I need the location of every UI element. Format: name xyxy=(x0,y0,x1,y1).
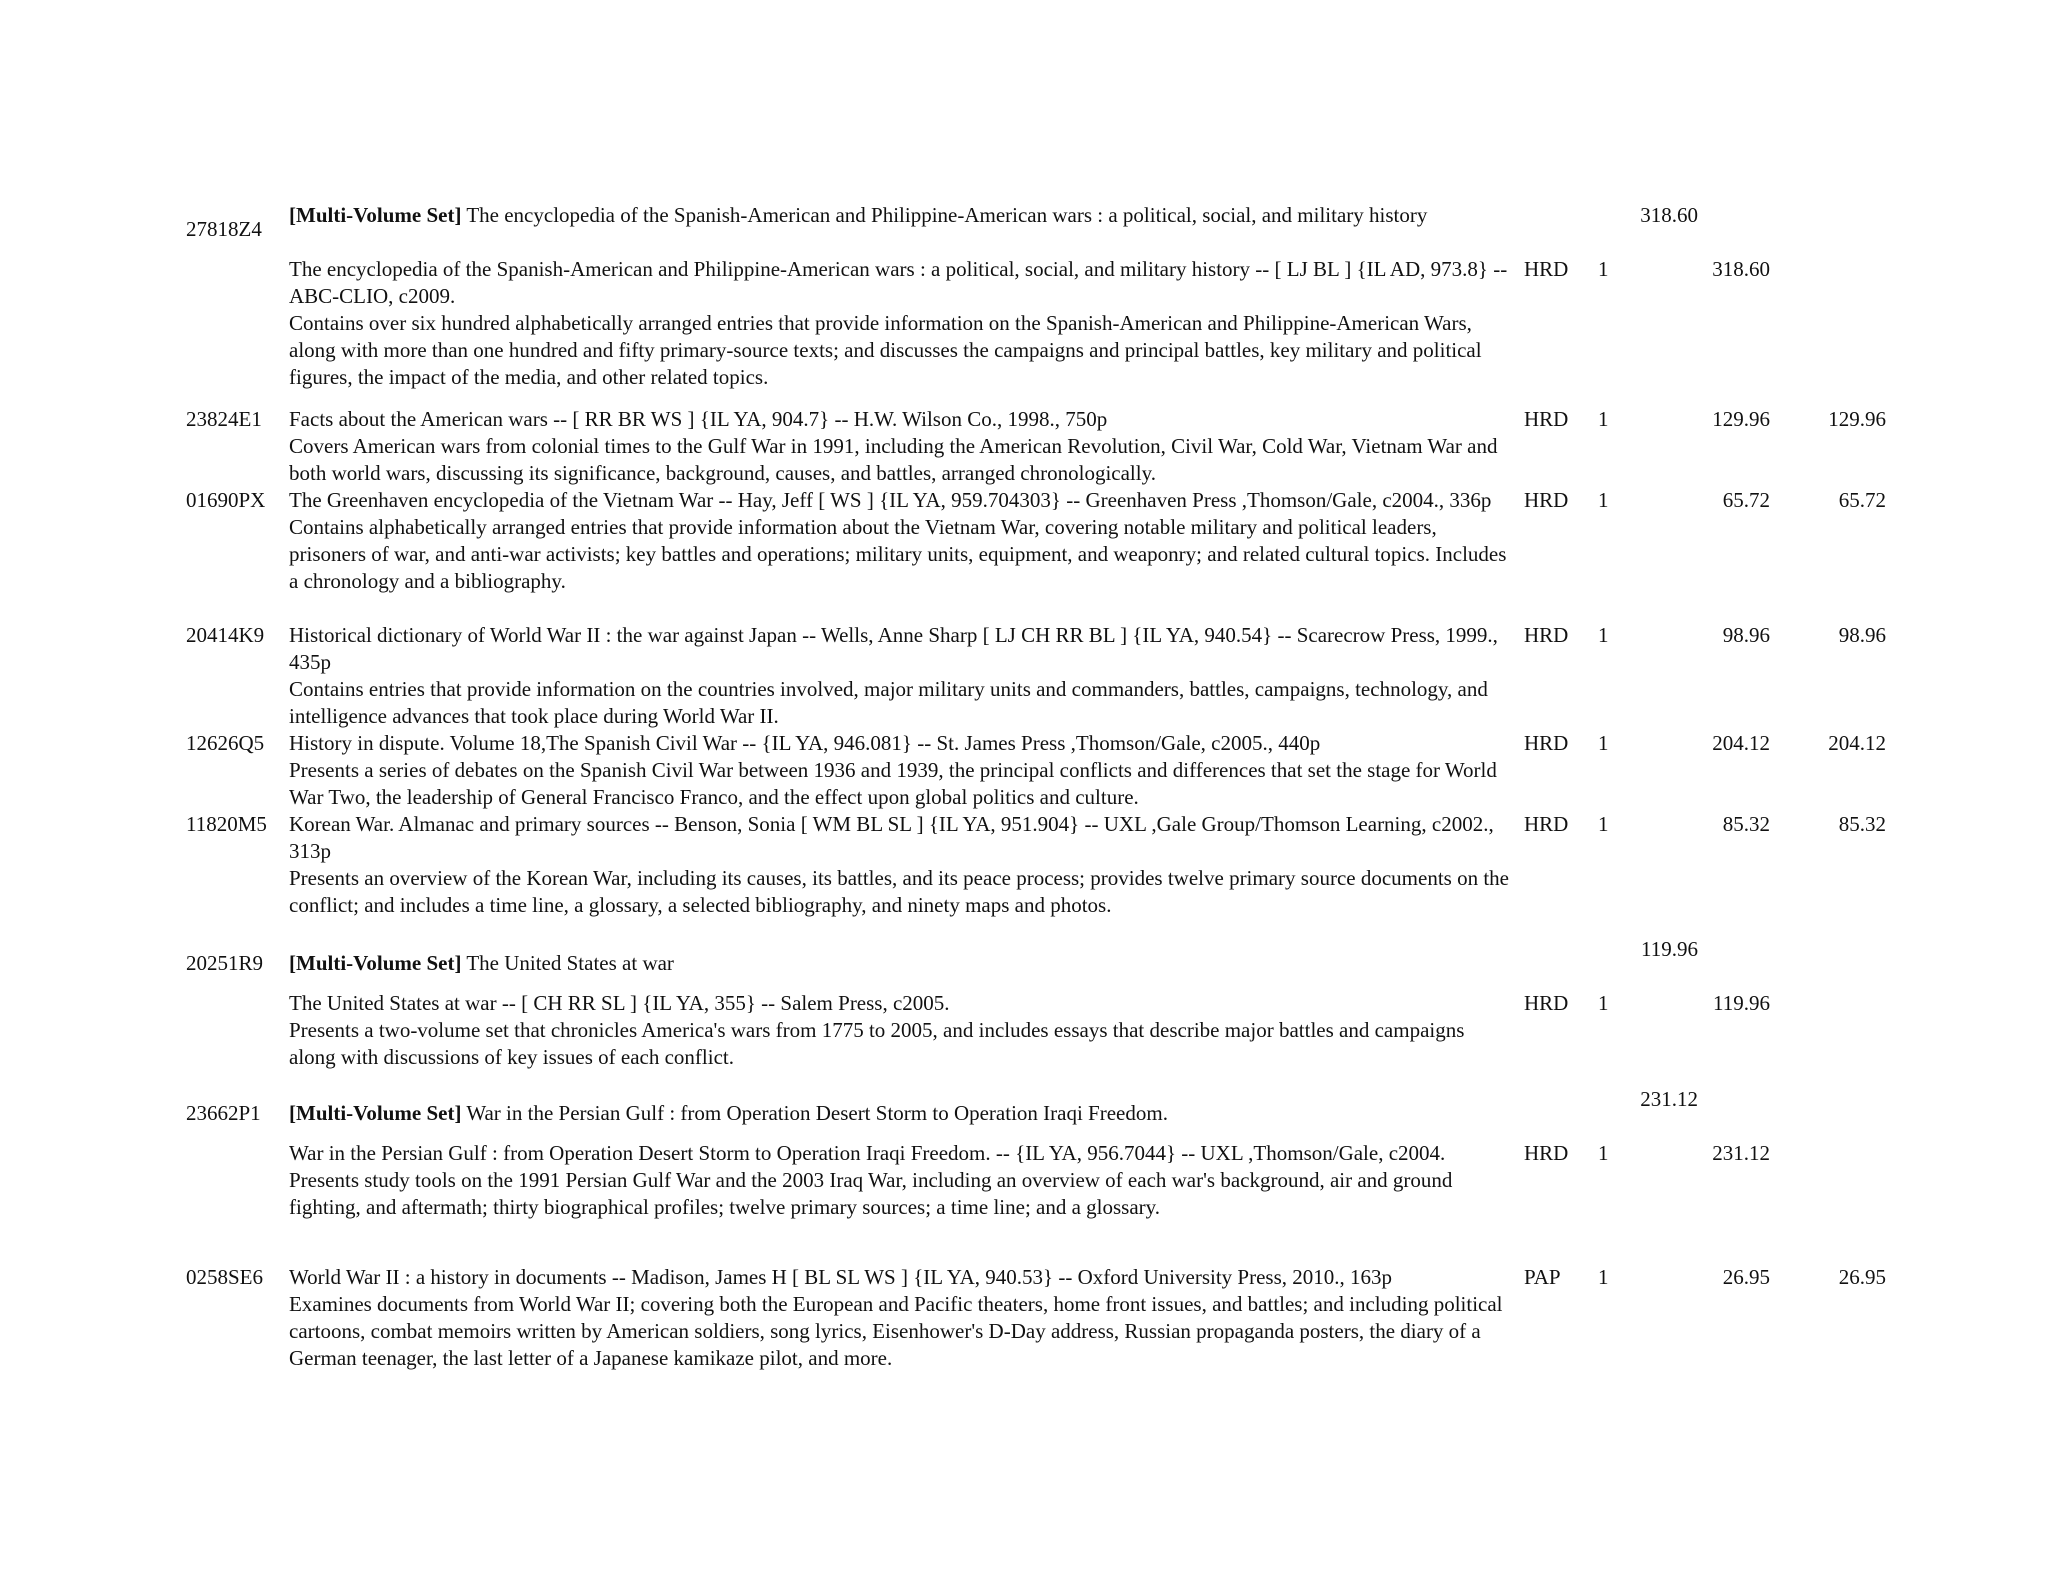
item-citation: History in dispute. Volume 18,The Spanish Civil War -- {IL YA, 946.081} -- St. James Press ,Thomson/Gale, c2005., 440p xyxy=(289,731,1321,755)
extended-price: 65.72 xyxy=(1838,488,1886,512)
quantity: 1 xyxy=(1598,488,1609,512)
item-description xyxy=(289,487,1509,595)
unit-price: 231.12 xyxy=(1712,1141,1770,1165)
item-description xyxy=(289,730,1509,811)
item-summary: Covers American wars from colonial times to the Gulf War in 1991, including the American Revolution, Civil War, Cold War, Vietnam War and both world wars, discussing its significance, background, causes, and battles, arranged chronologically. xyxy=(289,434,1498,485)
extended-price: 26.95 xyxy=(1838,1265,1886,1289)
item-id: 20251R9 xyxy=(186,951,264,975)
binding-type: HRD xyxy=(1524,488,1569,512)
unit-price: 85.32 xyxy=(1722,812,1770,836)
binding-type: HRD xyxy=(1524,1141,1569,1165)
item-summary: Presents a series of debates on the Spanish Civil War between 1936 and 1939, the principal conflicts and differences that set the stage for World War Two, the leadership of General Francisco Franco, and the effect upon global politics and culture. xyxy=(289,758,1497,809)
quantity: 1 xyxy=(1598,1141,1609,1165)
extended-price: 204.12 xyxy=(1828,731,1886,755)
item-citation: Historical dictionary of World War II : the war against Japan -- Wells, Anne Sharp [ LJ CH RR BL ] {IL YA, 940.54} -- Scarecrow Press, 1999., 435p xyxy=(289,623,1498,674)
binding-type: HRD xyxy=(1524,623,1569,647)
unit-price: 65.72 xyxy=(1722,488,1770,512)
binding-type: HRD xyxy=(1524,407,1569,431)
item-summary: Presents a two-volume set that chronicles America's wars from 1775 to 2005, and includes essays that describe major battles and campaigns along with discussions of key issues of each conflict. xyxy=(289,1018,1465,1069)
item-citation: Facts about the American wars -- [ RR BR WS ] {IL YA, 904.7} -- H.W. Wilson Co., 1998., 750p xyxy=(289,407,1108,431)
item-summary: Contains entries that provide information on the countries involved, major military units and commanders, battles, campaigns, technology, and intelligence advances that took place during World War II. xyxy=(289,677,1488,728)
item-description xyxy=(289,256,1509,391)
item-id: 11820M5 xyxy=(186,812,267,836)
item-id: 23662P1 xyxy=(186,1101,261,1125)
item-citation: The United States at war -- [ CH RR SL ] {IL YA, 355} -- Salem Press, c2005. xyxy=(289,991,950,1015)
item-summary: Presents an overview of the Korean War, including its causes, its battles, and its peace process; provides twelve primary source documents on the conflict; and includes a time line, a glossary, a selected bibliography, and ninety maps and photos. xyxy=(289,866,1509,917)
item-description xyxy=(289,990,1509,1071)
quantity: 1 xyxy=(1598,407,1609,431)
unit-price: 119.96 xyxy=(1713,991,1770,1015)
quantity: 1 xyxy=(1598,812,1609,836)
set-title-block xyxy=(289,950,1509,977)
quantity: 1 xyxy=(1598,731,1609,755)
item-citation: The encyclopedia of the Spanish-American and Philippine-American wars : a political, social, and military history -- [ LJ BL ] {IL AD, 973.8} -- ABC-CLIO, c2009. xyxy=(289,257,1508,308)
item-id: 01690PX xyxy=(186,488,266,512)
quantity: 1 xyxy=(1598,1265,1609,1289)
item-citation: War in the Persian Gulf : from Operation Desert Storm to Operation Iraqi Freedom. -- {IL YA, 956.7044} -- UXL ,Thomson/Gale, c2004. xyxy=(289,1141,1446,1165)
item-citation: World War II : a history in documents -- Madison, James H [ BL SL WS ] {IL YA, 940.53} -- Oxford University Press, 2010., 163p xyxy=(289,1265,1393,1289)
unit-price: 318.60 xyxy=(1712,257,1770,281)
item-summary: Contains over six hundred alphabetically arranged entries that provide information on the Spanish-American and Philippine-American Wars, along with more than one hundred and fifty primary-source texts; and discusses the campaigns and principal battles, key military and political figures, the impact of the media, and other related topics. xyxy=(289,311,1482,389)
item-summary: Examines documents from World War II; covering both the European and Pacific theaters, home front issues, and battles; and including political cartoons, combat memoirs written by American soldiers, song lyrics, Eisenhower's D-Day address, Russian propaganda posters, the diary of a German teenager, the last letter of a Japanese kamikaze pilot, and more. xyxy=(289,1292,1503,1370)
item-id: 12626Q5 xyxy=(186,731,265,755)
unit-price: 26.95 xyxy=(1722,1265,1770,1289)
item-description xyxy=(289,406,1509,487)
item-description xyxy=(289,622,1509,730)
item-citation: Korean War. Almanac and primary sources -- Benson, Sonia [ WM BL SL ] {IL YA, 951.904} -- UXL ,Gale Group/Thomson Learning, c2002., 313p xyxy=(289,812,1494,863)
item-description xyxy=(289,811,1509,919)
set-price: 119.96 xyxy=(1641,937,1698,961)
set-price: 231.12 xyxy=(1640,1087,1698,1111)
item-description xyxy=(289,1264,1509,1372)
item-description xyxy=(289,1140,1509,1221)
extended-price: 98.96 xyxy=(1838,623,1886,647)
set-title: The encyclopedia of the Spanish-American and Philippine-American wars : a political, social, and military history xyxy=(466,203,1428,227)
multi-volume-label: [Multi-Volume Set] xyxy=(289,203,462,227)
item-id: 23824E1 xyxy=(186,407,262,431)
item-id: 20414K9 xyxy=(186,623,265,647)
multi-volume-label: [Multi-Volume Set] xyxy=(289,1101,462,1125)
set-title: War in the Persian Gulf : from Operation Desert Storm to Operation Iraqi Freedom. xyxy=(466,1101,1168,1125)
item-summary: Presents study tools on the 1991 Persian Gulf War and the 2003 Iraq War, including an overview of each war's background, air and ground fighting, and aftermath; thirty biographical profiles; twelve primary sources; a time line; and a glossary. xyxy=(289,1168,1453,1219)
item-id: 27818Z4 xyxy=(186,217,262,241)
set-title: The United States at war xyxy=(466,951,674,975)
set-title-block xyxy=(289,1100,1509,1127)
unit-price: 129.96 xyxy=(1712,407,1770,431)
binding-type: PAP xyxy=(1524,1265,1561,1289)
quantity: 1 xyxy=(1598,257,1609,281)
multi-volume-label: [Multi-Volume Set] xyxy=(289,951,462,975)
binding-type: HRD xyxy=(1524,812,1569,836)
set-title-block xyxy=(289,202,1509,229)
set-price: 318.60 xyxy=(1640,203,1698,227)
binding-type: HRD xyxy=(1524,731,1569,755)
extended-price: 85.32 xyxy=(1838,812,1886,836)
binding-type: HRD xyxy=(1524,991,1569,1015)
quantity: 1 xyxy=(1598,991,1609,1015)
item-id: 0258SE6 xyxy=(186,1265,264,1289)
binding-type: HRD xyxy=(1524,257,1569,281)
extended-price: 129.96 xyxy=(1828,407,1886,431)
item-citation: The Greenhaven encyclopedia of the Vietnam War -- Hay, Jeff [ WS ] {IL YA, 959.704303} -- Greenhaven Press ,Thomson/Gale, c2004., 336p xyxy=(289,488,1492,512)
unit-price: 98.96 xyxy=(1722,623,1770,647)
unit-price: 204.12 xyxy=(1712,731,1770,755)
item-summary: Contains alphabetically arranged entries that provide information about the Vietnam War, covering notable military and political leaders, prisoners of war, and anti-war activists; key battles and operations; military units, equipment, and weaponry; and related cultural topics. Includes a chronology and a bibliography. xyxy=(289,515,1507,593)
quantity: 1 xyxy=(1598,623,1609,647)
